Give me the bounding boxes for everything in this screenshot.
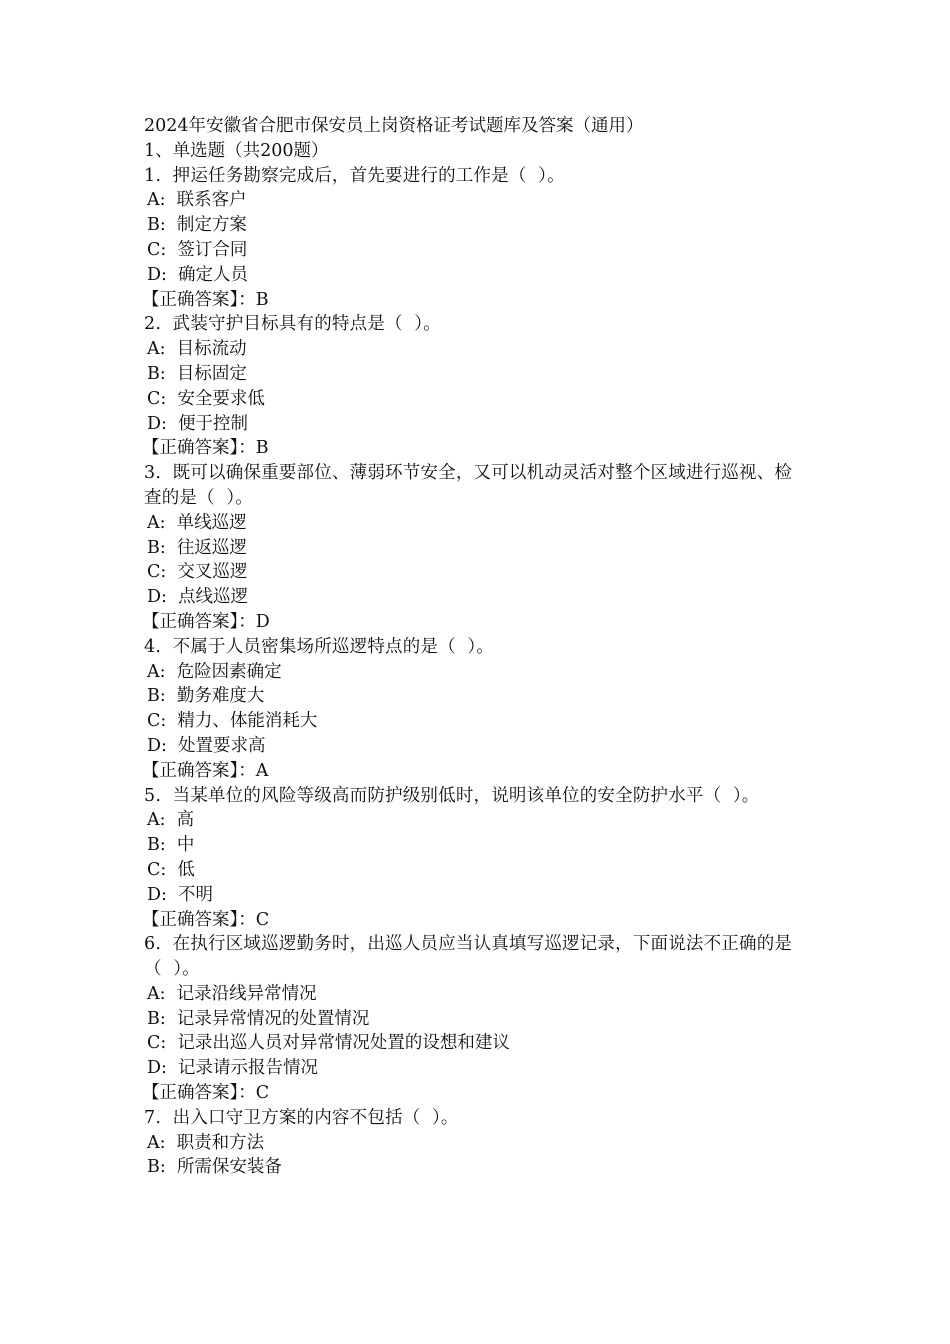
question-stem: 4. 不属于人员密集场所巡逻特点的是（ ）。 [144, 636, 494, 657]
answer-prefix: 【正确答案】： [142, 289, 256, 310]
option-b: B: 勤务难度大 [147, 686, 265, 707]
question-block [144, 784, 809, 933]
answer-value: B [255, 289, 269, 310]
option-a: A: 职责和方法 [147, 1132, 265, 1153]
answer-value: D [255, 611, 270, 632]
option-b: B: 中 [147, 835, 195, 856]
question-stem: 6. 在执行区域巡逻勤务时，出巡人员应当认真填写巡逻记录，下面说法不正确的是（ ）。 [144, 934, 793, 980]
answer-value: B [255, 438, 269, 459]
option-a: A: 目标流动 [147, 339, 247, 360]
correct-answer [142, 759, 809, 784]
question-stem: 1. 押运任务勘察完成后，首先要进行的工作是（ ）。 [144, 165, 565, 186]
question-stem: 2. 武装守护目标具有的特点是（ ）。 [144, 314, 441, 335]
section-heading: 1、单选题（共200题） [144, 140, 329, 161]
option-d: D: 点线巡逻 [147, 587, 249, 608]
correct-answer [142, 436, 809, 461]
question-stem: 7. 出入口守卫方案的内容不包括（ ）。 [144, 1107, 459, 1128]
correct-answer [142, 1081, 809, 1106]
option-b: B: 记录异常情况的处置情况 [147, 1008, 370, 1029]
correct-answer [142, 610, 809, 635]
answer-prefix: 【正确答案】： [142, 909, 256, 930]
answer-prefix: 【正确答案】： [142, 1083, 256, 1104]
option-c: C: 交叉巡逻 [147, 562, 248, 583]
option-a: A: 高 [147, 810, 195, 831]
answer-value: A [255, 760, 269, 781]
question-block [144, 461, 809, 635]
option-c: C: 精力、体能消耗大 [147, 711, 318, 732]
option-b: B: 往返巡逻 [147, 537, 247, 558]
option-b: B: 目标固定 [147, 363, 247, 384]
option-b: B: 所需保安装备 [147, 1157, 282, 1178]
question-block [144, 1106, 809, 1180]
question-block [144, 635, 809, 784]
option-d: D: 不明 [147, 884, 214, 905]
option-c: C: 签订合同 [147, 239, 248, 260]
option-a: A: 危险因素确定 [147, 661, 282, 682]
answer-value: C [255, 1083, 270, 1104]
option-c: C: 记录出巡人员对异常情况处置的设想和建议 [147, 1033, 510, 1054]
correct-answer [142, 908, 809, 933]
option-d: D: 便于控制 [147, 413, 249, 434]
answer-value: C [255, 909, 270, 930]
option-d: D: 确定人员 [147, 264, 249, 285]
option-a: A: 单线巡逻 [147, 512, 247, 533]
option-a: A: 记录沿线异常情况 [147, 983, 317, 1004]
option-b: B: 制定方案 [147, 215, 247, 236]
answer-prefix: 【正确答案】： [142, 611, 256, 632]
option-d: D: 处置要求高 [147, 735, 266, 756]
option-d: D: 记录请示报告情况 [147, 1058, 319, 1079]
document-body [144, 114, 809, 1180]
answer-prefix: 【正确答案】： [142, 438, 256, 459]
question-stem: 5. 当某单位的风险等级高而防护级别低时，说明该单位的安全防护水平（ ）。 [144, 785, 760, 806]
question-block [144, 164, 809, 313]
question-block [144, 312, 809, 461]
correct-answer [142, 288, 809, 313]
option-a: A: 联系客户 [147, 190, 247, 211]
option-c: C: 安全要求低 [147, 388, 265, 409]
question-stem: 3. 既可以确保重要部位、薄弱环节安全，又可以机动灵活对整个区域进行巡视、检查的是（ ）。 [144, 463, 793, 508]
document-title: 2024年安徽省合肥市保安员上岗资格证考试题库及答案（通用） [144, 116, 644, 136]
answer-prefix: 【正确答案】： [142, 760, 256, 781]
question-block [144, 932, 809, 1106]
option-c: C: 低 [147, 859, 195, 880]
